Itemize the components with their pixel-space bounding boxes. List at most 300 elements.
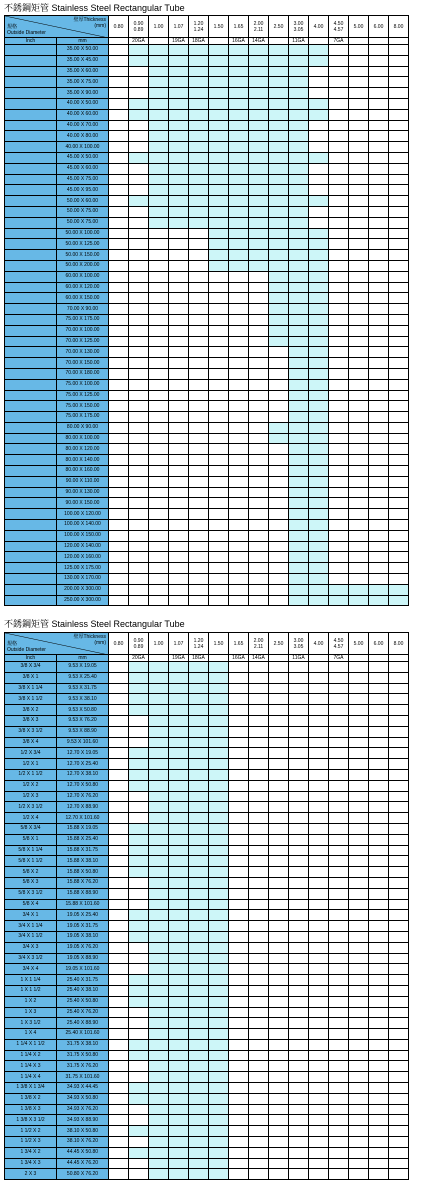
available-cell xyxy=(189,98,209,109)
unavailable-cell xyxy=(129,368,149,379)
thickness-value: 1.20 xyxy=(193,20,204,27)
unavailable-cell xyxy=(269,509,289,520)
unavailable-cell xyxy=(309,66,329,77)
available-cell xyxy=(129,910,149,921)
unavailable-cell xyxy=(269,390,289,401)
inch-size-cell: 3/8 X 1 xyxy=(5,672,57,683)
unavailable-cell xyxy=(149,228,169,239)
unavailable-cell xyxy=(369,931,389,942)
available-cell xyxy=(289,574,309,585)
available-cell xyxy=(229,239,249,250)
available-cell xyxy=(309,595,329,606)
unavailable-cell xyxy=(269,466,289,477)
unavailable-cell xyxy=(249,705,269,716)
unavailable-cell xyxy=(189,530,209,541)
unavailable-cell xyxy=(329,45,349,56)
unavailable-cell xyxy=(349,834,369,845)
unavailable-cell xyxy=(249,455,269,466)
unavailable-cell xyxy=(189,466,209,477)
available-cell xyxy=(209,931,229,942)
unavailable-cell xyxy=(129,271,149,282)
unavailable-cell xyxy=(109,1039,129,1050)
mm-size-cell: 15.88 X 76.20 xyxy=(57,877,109,888)
unavailable-cell xyxy=(229,715,249,726)
unavailable-cell xyxy=(109,715,129,726)
unavailable-cell xyxy=(249,985,269,996)
unavailable-cell xyxy=(249,304,269,315)
table-row xyxy=(5,996,409,1007)
unavailable-cell xyxy=(369,1137,389,1148)
unavailable-cell xyxy=(209,347,229,358)
unavailable-cell xyxy=(389,1137,409,1148)
unavailable-cell xyxy=(389,921,409,932)
unavailable-cell xyxy=(329,683,349,694)
available-cell xyxy=(149,142,169,153)
available-cell xyxy=(169,683,189,694)
unavailable-cell xyxy=(249,433,269,444)
unavailable-cell xyxy=(349,304,369,315)
available-cell xyxy=(269,282,289,293)
unavailable-cell xyxy=(389,1050,409,1061)
unavailable-cell xyxy=(309,1050,329,1061)
unavailable-cell xyxy=(309,1072,329,1083)
available-cell xyxy=(149,985,169,996)
available-cell xyxy=(389,584,409,595)
available-cell xyxy=(209,1018,229,1029)
available-cell xyxy=(289,163,309,174)
unavailable-cell xyxy=(389,444,409,455)
thickness-label: 壁厚Thickness xyxy=(73,17,106,23)
unavailable-cell xyxy=(209,293,229,304)
thickness-value: 0.80 xyxy=(113,23,124,30)
unavailable-cell xyxy=(129,401,149,412)
unavailable-cell xyxy=(329,910,349,921)
unavailable-cell xyxy=(189,379,209,390)
unavailable-cell xyxy=(389,55,409,66)
unavailable-cell xyxy=(309,217,329,228)
available-cell xyxy=(169,1029,189,1040)
thickness-col-header xyxy=(189,16,209,38)
unavailable-cell xyxy=(169,530,189,541)
unavailable-cell xyxy=(249,1137,269,1148)
unavailable-cell xyxy=(229,985,249,996)
inch-size-cell: 3/4 X 4 xyxy=(5,964,57,975)
mm-size-cell: 90.00 X 130.00 xyxy=(57,487,109,498)
unavailable-cell xyxy=(289,694,309,705)
unavailable-cell xyxy=(189,455,209,466)
table-row xyxy=(5,390,409,401)
unavailable-cell xyxy=(369,726,389,737)
unavailable-cell xyxy=(309,899,329,910)
unavailable-cell xyxy=(169,552,189,563)
table-row xyxy=(5,737,409,748)
available-cell xyxy=(289,336,309,347)
unavailable-cell xyxy=(189,228,209,239)
unavailable-cell xyxy=(109,466,129,477)
available-cell xyxy=(189,921,209,932)
unavailable-cell xyxy=(389,834,409,845)
unavailable-cell xyxy=(349,293,369,304)
mm-size-cell: 50.00 X 125.00 xyxy=(57,239,109,250)
unavailable-cell xyxy=(109,996,129,1007)
unavailable-cell xyxy=(289,921,309,932)
available-cell xyxy=(289,217,309,228)
thickness-col-header xyxy=(389,633,409,655)
thickness-col-header xyxy=(169,633,189,655)
gauge-label xyxy=(309,38,329,45)
unavailable-cell xyxy=(269,412,289,423)
table-row xyxy=(5,910,409,921)
unavailable-cell xyxy=(389,672,409,683)
available-cell xyxy=(289,358,309,369)
unavailable-cell xyxy=(369,487,389,498)
unavailable-cell xyxy=(369,802,389,813)
unavailable-cell xyxy=(329,131,349,142)
available-cell xyxy=(149,1126,169,1137)
unavailable-cell xyxy=(269,759,289,770)
unavailable-cell xyxy=(389,759,409,770)
unavailable-cell xyxy=(349,737,369,748)
unavailable-cell xyxy=(189,239,209,250)
inch-size-cell: 1/2 X 3 1/2 xyxy=(5,802,57,813)
unavailable-cell xyxy=(329,401,349,412)
available-cell xyxy=(209,737,229,748)
available-cell xyxy=(289,509,309,520)
available-cell xyxy=(169,142,189,153)
unavailable-cell xyxy=(329,530,349,541)
unavailable-cell xyxy=(129,476,149,487)
unavailable-cell xyxy=(329,239,349,250)
unavailable-cell xyxy=(349,530,369,541)
available-cell xyxy=(189,1072,209,1083)
available-cell xyxy=(149,196,169,207)
table-row xyxy=(5,672,409,683)
available-cell xyxy=(309,260,329,271)
available-cell xyxy=(289,347,309,358)
available-cell xyxy=(149,694,169,705)
unavailable-cell xyxy=(369,737,389,748)
unavailable-cell xyxy=(129,1018,149,1029)
unavailable-cell xyxy=(389,498,409,509)
available-cell xyxy=(149,877,169,888)
unavailable-cell xyxy=(309,1137,329,1148)
inch-size-cell: 1/2 X 1 xyxy=(5,759,57,770)
unavailable-cell xyxy=(309,1083,329,1094)
available-cell xyxy=(209,802,229,813)
available-cell xyxy=(189,834,209,845)
mm-size-cell: 12.70 X 50.80 xyxy=(57,780,109,791)
available-cell xyxy=(209,77,229,88)
unavailable-cell xyxy=(349,217,369,228)
unavailable-cell xyxy=(229,530,249,541)
available-cell xyxy=(209,250,229,261)
inch-size-cell xyxy=(5,530,57,541)
unavailable-cell xyxy=(329,422,349,433)
available-cell xyxy=(189,964,209,975)
unavailable-cell xyxy=(189,314,209,325)
unavailable-cell xyxy=(269,921,289,932)
available-cell xyxy=(189,55,209,66)
unavailable-cell xyxy=(349,856,369,867)
available-cell xyxy=(169,196,189,207)
inch-size-cell: 2 X 3 xyxy=(5,1169,57,1180)
mm-size-cell: 75.00 X 125.00 xyxy=(57,390,109,401)
unavailable-cell xyxy=(109,314,129,325)
inch-size-cell: 3/4 X 1 1/2 xyxy=(5,931,57,942)
unavailable-cell xyxy=(349,401,369,412)
unavailable-cell xyxy=(349,1104,369,1115)
unavailable-cell xyxy=(249,282,269,293)
available-cell xyxy=(169,888,189,899)
unavailable-cell xyxy=(249,563,269,574)
unavailable-cell xyxy=(289,683,309,694)
mm-size-cell: 38.10 X 76.20 xyxy=(57,1137,109,1148)
unavailable-cell xyxy=(369,250,389,261)
gauge-label: 20GA xyxy=(129,655,149,662)
unavailable-cell xyxy=(249,1115,269,1126)
unavailable-cell xyxy=(349,66,369,77)
unavailable-cell xyxy=(209,563,229,574)
unavailable-cell xyxy=(349,769,369,780)
inch-size-cell: 5/8 X 1 xyxy=(5,834,57,845)
unavailable-cell xyxy=(309,964,329,975)
available-cell xyxy=(229,174,249,185)
available-cell xyxy=(149,1115,169,1126)
available-cell xyxy=(169,1050,189,1061)
unavailable-cell xyxy=(329,1104,349,1115)
thickness-value: 8.00 xyxy=(393,640,404,647)
mm-size-cell: 45.00 X 95.00 xyxy=(57,185,109,196)
available-cell xyxy=(189,1018,209,1029)
available-cell xyxy=(189,780,209,791)
inch-size-cell xyxy=(5,368,57,379)
available-cell xyxy=(149,1158,169,1169)
unavailable-cell xyxy=(369,759,389,770)
unavailable-cell xyxy=(269,910,289,921)
unavailable-cell xyxy=(169,584,189,595)
available-cell xyxy=(189,88,209,99)
available-cell xyxy=(169,1115,189,1126)
unavailable-cell xyxy=(129,174,149,185)
unavailable-cell xyxy=(389,1147,409,1158)
available-cell xyxy=(269,433,289,444)
table-row xyxy=(5,595,409,606)
inch-size-cell xyxy=(5,520,57,531)
unavailable-cell xyxy=(329,1147,349,1158)
unavailable-cell xyxy=(169,401,189,412)
gauge-label xyxy=(209,655,229,662)
unavailable-cell xyxy=(129,163,149,174)
thickness-alt-value: 2.11 xyxy=(253,26,264,33)
unavailable-cell xyxy=(129,942,149,953)
inch-size-cell: 1 X 1 1/4 xyxy=(5,975,57,986)
unavailable-cell xyxy=(289,1093,309,1104)
unavailable-cell xyxy=(369,877,389,888)
thickness-unit: (mm) xyxy=(94,23,106,29)
unavailable-cell xyxy=(249,530,269,541)
available-cell xyxy=(169,996,189,1007)
available-cell xyxy=(149,1169,169,1180)
available-cell xyxy=(229,185,249,196)
unavailable-cell xyxy=(349,845,369,856)
unavailable-cell xyxy=(129,228,149,239)
unavailable-cell xyxy=(369,683,389,694)
unavailable-cell xyxy=(369,867,389,878)
mm-size-cell: 130.00 X 170.00 xyxy=(57,574,109,585)
thickness-value: 3.00 xyxy=(293,20,304,27)
thickness-col-header xyxy=(249,633,269,655)
inch-size-cell xyxy=(5,304,57,315)
unavailable-cell xyxy=(109,271,129,282)
unavailable-cell xyxy=(109,304,129,315)
available-cell xyxy=(149,88,169,99)
unavailable-cell xyxy=(349,910,369,921)
mm-size-cell: 80.00 X 160.00 xyxy=(57,466,109,477)
inch-size-cell: 3/4 X 3 1/2 xyxy=(5,953,57,964)
unavailable-cell xyxy=(229,293,249,304)
available-cell xyxy=(249,55,269,66)
unavailable-cell xyxy=(389,250,409,261)
unavailable-cell xyxy=(349,541,369,552)
mm-size-cell: 34.93 X 44.45 xyxy=(57,1083,109,1094)
available-cell xyxy=(189,1169,209,1180)
unavailable-cell xyxy=(129,217,149,228)
mm-size-cell: 12.70 X 76.20 xyxy=(57,791,109,802)
unavailable-cell xyxy=(109,45,129,56)
available-cell xyxy=(129,823,149,834)
unavailable-cell xyxy=(309,780,329,791)
unavailable-cell xyxy=(109,163,129,174)
unavailable-cell xyxy=(109,217,129,228)
unavailable-cell xyxy=(389,856,409,867)
unavailable-cell xyxy=(189,584,209,595)
available-cell xyxy=(209,131,229,142)
unavailable-cell xyxy=(309,662,329,673)
unavailable-cell xyxy=(169,520,189,531)
available-cell xyxy=(269,336,289,347)
available-cell xyxy=(249,142,269,153)
mm-size-cell: 80.00 X 90.00 xyxy=(57,422,109,433)
unavailable-cell xyxy=(329,1169,349,1180)
unavailable-cell xyxy=(109,813,129,824)
unavailable-cell xyxy=(229,1018,249,1029)
available-cell xyxy=(189,206,209,217)
table-row xyxy=(5,715,409,726)
unavailable-cell xyxy=(269,595,289,606)
unavailable-cell xyxy=(149,584,169,595)
available-cell xyxy=(309,563,329,574)
unavailable-cell xyxy=(289,1169,309,1180)
unavailable-cell xyxy=(229,1137,249,1148)
available-cell xyxy=(249,217,269,228)
unavailable-cell xyxy=(229,759,249,770)
available-cell xyxy=(149,931,169,942)
unavailable-cell xyxy=(109,1104,129,1115)
unavailable-cell xyxy=(329,412,349,423)
available-cell xyxy=(309,379,329,390)
unavailable-cell xyxy=(389,1072,409,1083)
unavailable-cell xyxy=(149,347,169,358)
unavailable-cell xyxy=(209,595,229,606)
unavailable-cell xyxy=(249,683,269,694)
available-cell xyxy=(249,45,269,56)
table-row xyxy=(5,877,409,888)
mm-size-cell: 60.00 X 100.00 xyxy=(57,271,109,282)
unavailable-cell xyxy=(169,325,189,336)
available-cell xyxy=(289,476,309,487)
inch-size-cell xyxy=(5,347,57,358)
unavailable-cell xyxy=(169,487,189,498)
unavailable-cell xyxy=(229,304,249,315)
unavailable-cell xyxy=(129,552,149,563)
inch-size-cell: 1/2 X 4 xyxy=(5,813,57,824)
unavailable-cell xyxy=(349,964,369,975)
unavailable-cell xyxy=(149,379,169,390)
available-cell xyxy=(209,1147,229,1158)
unavailable-cell xyxy=(209,401,229,412)
available-cell xyxy=(129,769,149,780)
available-cell xyxy=(169,942,189,953)
unavailable-cell xyxy=(149,250,169,261)
unavailable-cell xyxy=(149,368,169,379)
section-title: 不銹鋼矩管 Stainless Steel Rectangular Tube xyxy=(4,619,185,629)
unavailable-cell xyxy=(189,422,209,433)
thickness-value: 1.65 xyxy=(233,640,244,647)
unavailable-cell xyxy=(269,368,289,379)
available-cell xyxy=(309,466,329,477)
available-cell xyxy=(189,737,209,748)
available-cell xyxy=(209,239,229,250)
unavailable-cell xyxy=(389,888,409,899)
unavailable-cell xyxy=(309,1104,329,1115)
table-row xyxy=(5,206,409,217)
unavailable-cell xyxy=(109,672,129,683)
unavailable-cell xyxy=(169,433,189,444)
unavailable-cell xyxy=(309,1093,329,1104)
unavailable-cell xyxy=(369,964,389,975)
thickness-value: 1.65 xyxy=(233,23,244,30)
unavailable-cell xyxy=(129,1137,149,1148)
available-cell xyxy=(149,1072,169,1083)
unavailable-cell xyxy=(109,174,129,185)
unavailable-cell xyxy=(169,358,189,369)
unavailable-cell xyxy=(329,769,349,780)
mm-size-cell: 12.70 X 19.05 xyxy=(57,748,109,759)
inch-size-cell: 1 1/4 X 2 xyxy=(5,1050,57,1061)
unavailable-cell xyxy=(369,476,389,487)
unavailable-cell xyxy=(369,856,389,867)
mm-size-cell: 75.00 X 175.00 xyxy=(57,412,109,423)
available-cell xyxy=(289,584,309,595)
thickness-col-header xyxy=(329,16,349,38)
unavailable-cell xyxy=(329,964,349,975)
unavailable-cell xyxy=(349,325,369,336)
unavailable-cell xyxy=(389,401,409,412)
unavailable-cell xyxy=(389,1115,409,1126)
available-cell xyxy=(289,595,309,606)
unavailable-cell xyxy=(389,780,409,791)
unavailable-cell xyxy=(329,433,349,444)
unavailable-cell xyxy=(249,520,269,531)
inch-size-cell: 1 X 1 1/2 xyxy=(5,985,57,996)
available-cell xyxy=(149,109,169,120)
unavailable-cell xyxy=(289,985,309,996)
available-cell xyxy=(169,77,189,88)
available-cell xyxy=(129,1093,149,1104)
available-cell xyxy=(149,217,169,228)
available-cell xyxy=(309,401,329,412)
table-row xyxy=(5,109,409,120)
